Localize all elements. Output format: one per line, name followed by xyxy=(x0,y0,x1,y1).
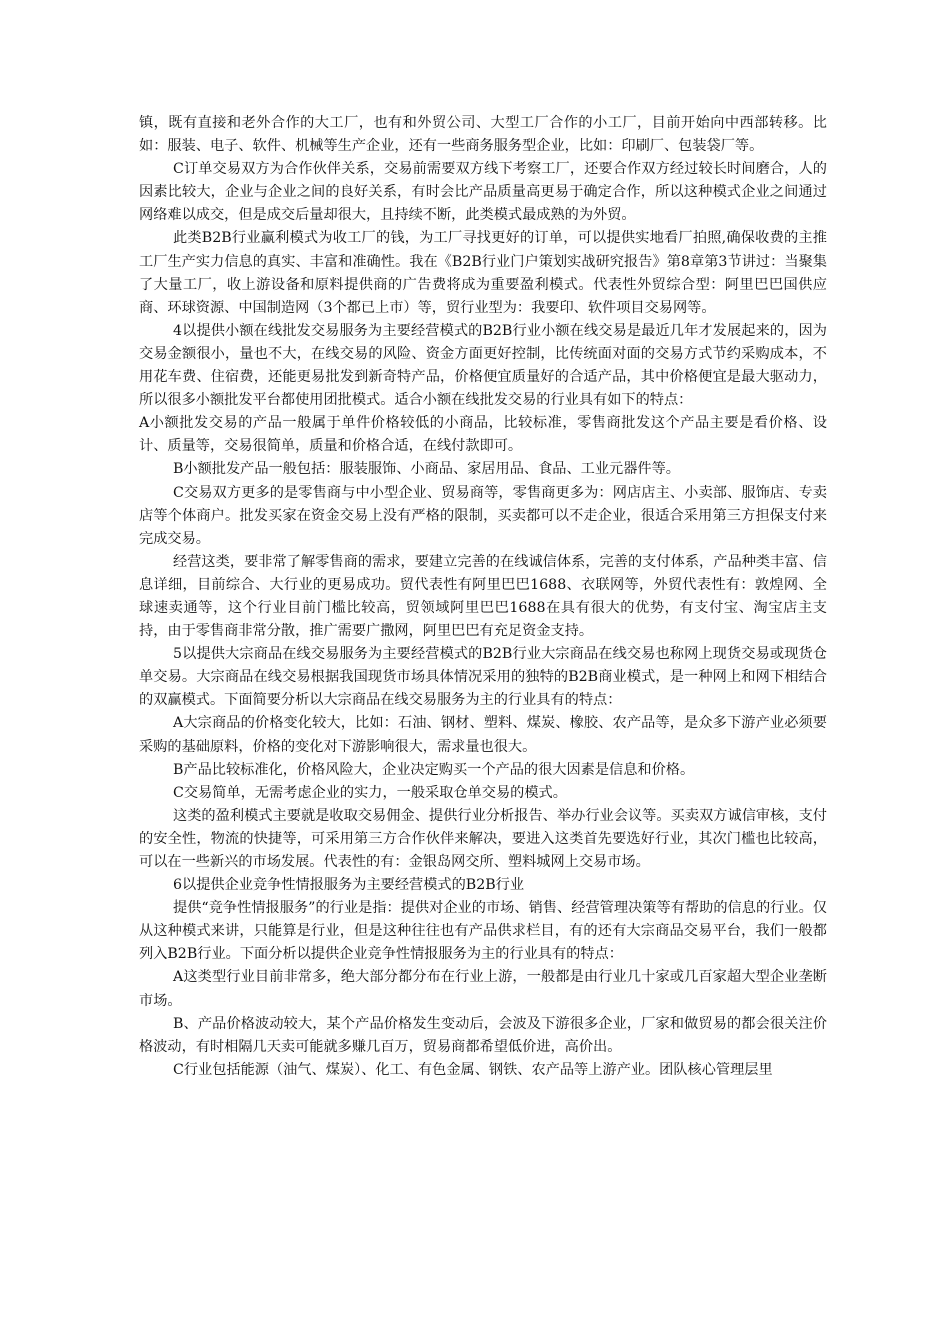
paragraph-12: C交易简单，无需考虑企业的实力，一般采取仓单交易的模式。 xyxy=(173,784,567,801)
paragraph-9: 5以提供大宗商品在线交易服务为主要经营模式的B2B行业大宗商品在线交易也称网上现货交易或现货仓单交易。大宗商品在线交易根据我国现货市场具体情况采用的独特的B2B商业模式，是一种网上和网下相结合的双赢模式。下面简要分析以大宗商品在线交易服务为主的行业具有的特点： xyxy=(139,646,827,709)
paragraph-13: 这类的盈利模式主要就是收取交易佣金、提供行业分析报告、举办行业会议等。买卖双方诚信审核，支付的安全性，物流的快捷等，可采用第三方合作伙伴来解决，要进入这类首先要选好行业，其次门槛也比较高，可以在一些新兴的市场发展。代表性的有：金银岛网交所、塑料城网上交易市场。 xyxy=(139,807,827,870)
paragraph-2: C订单交易双方为合作伙伴关系，交易前需要双方线下考察工厂，还要合作双方经过较长时间磨合，人的因素比较大，企业与企业之间的良好关系，有时会比产品质量高更易于确定合作，所以这种模式企业之间通过网络难以成交，但是成交后量却很大，且持续不断，此类模式最成熟的为外贸。 xyxy=(139,161,827,224)
paragraph-10: A大宗商品的价格变化较大，比如：石油、钢材、塑料、煤炭、橡胶、农产品等，是众多下游产业必须要采购的基础原料，价格的变化对下游影响很大，需求量也很大。 xyxy=(139,715,827,755)
paragraph-7: C交易双方更多的是零售商与中小型企业、贸易商等，零售商更多为：网店店主、小卖部、服饰店、专卖店等个体商户。批发买家在资金交易上没有严格的限制，买卖都可以不走企业，很适合采用第三方担保支付来完成交易。 xyxy=(139,484,827,547)
paragraph-5: A小额批发交易的产品一般属于单件价格较低的小商品，比较标准，零售商批发这个产品主要是看价格、设计、质量等，交易很简单，质量和价格合适，在线付款即可。 xyxy=(139,415,827,455)
paragraph-17: B、产品价格波动较大，某个产品价格发生变动后，会波及下游很多企业，厂家和做贸易的都会很关注价格波动，有时相隔几天卖可能就多赚几百万，贸易商都希望低价进，高价出。 xyxy=(139,1015,827,1055)
document-body xyxy=(139,112,827,1082)
paragraph-18: C行业包括能源（油气、煤炭）、化工、有色金属、钢铁、农产品等上游产业。团队核心管理层里 xyxy=(173,1061,773,1078)
paragraph-15: 提供“竞争性情报服务”的行业是指：提供对企业的市场、销售、经营管理决策等有帮助的信息的行业。仅从这种模式来讲，只能算是行业，但是这种往往也有产品供求栏目，有的还有大宗商品交易平台，我们一般都列入B2B行业。下面分析以提供企业竞争性情报服务为主的行业具有的特点： xyxy=(139,900,827,963)
paragraph-8: 经营这类，要非常了解零售商的需求，要建立完善的在线诚信体系，完善的支付体系，产品种类丰富、信息详细，目前综合、大行业的更易成功。贸代表性有阿里巴巴1688、衣联网等，外贸代表性有：敦煌网、全球速卖通等，这个行业目前门槛比较高，贸领域阿里巴巴1688在具有很大的优势，有支付宝、淘宝店主支持，由于零售商非常分散，推广需要广撒网，阿里巴巴有充足资金支持。 xyxy=(139,553,827,640)
paragraph-6: B小额批发产品一般包括：服装服饰、小商品、家居用品、食品、工业元器件等。 xyxy=(173,461,680,478)
paragraph-11: B产品比较标准化，价格风险大，企业决定购买一个产品的很大因素是信息和价格。 xyxy=(173,761,695,778)
paragraph-14: 6以提供企业竞争性情报服务为主要经营模式的B2B行业 xyxy=(173,877,525,894)
paragraph-3: 此类B2B行业赢利模式为收工厂的钱，为工厂寻找更好的订单，可以提供实地看厂拍照,确保收费的主推工厂生产实力信息的真实、丰富和准确性。我在《B2B行业门户策划实战研究报告》第8章第3节讲过：当聚集了大量工厂，收上游设备和原料提供商的广告费将成为重要盈利模式。代表性外贸综合型：阿里巴巴国供应商、环球资源、中国制造网（3个都已上市）等，贸行业型为：我要印、软件项目交易网等。 xyxy=(139,230,827,316)
paragraph-16: A这类型行业目前非常多，绝大部分都分布在行业上游，一般都是由行业几十家或几百家超大型企业垄断市场。 xyxy=(139,969,827,1009)
paragraph-4: 4以提供小额在线批发交易服务为主要经营模式的B2B行业小额在线交易是最近几年才发展起来的，因为交易金额很小，量也不大，在线交易的风险、资金方面更好控制，比传统面对面的交易方式节约采购成本，不用花车费、住宿费，还能更易批发到新奇特产品，价格便宜质量好的合适产品，其中价格便宜是最大驱动力，所以很多小额批发平台都使用团批模式。适合小额在线批发交易的行业具有如下的特点： xyxy=(139,322,827,409)
paragraph-1: 镇，既有直接和老外合作的大工厂，也有和外贸公司、大型工厂合作的小工厂，目前开始向中西部转移。比如：服装、电子、软件、机械等生产企业，还有一些商务服务型企业，比如：印刷厂、包装袋厂等。 xyxy=(139,115,827,155)
